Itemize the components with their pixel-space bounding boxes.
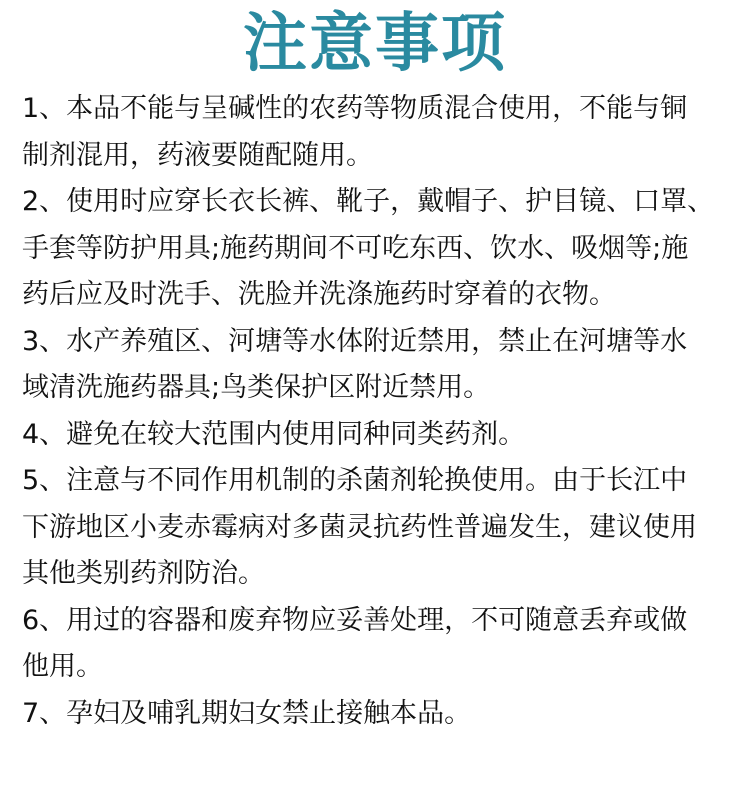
text-line: 4、避免在较大范围内使用同种同类药剂。	[22, 418, 526, 450]
text-line: 其他类别药剂防治。	[22, 558, 265, 589]
text-line: 药后应及时洗手、洗脸并洗涤施药时穿着的衣物。	[22, 279, 616, 310]
text-line: 他用。	[22, 651, 103, 682]
text-line: 2、使用时应穿长衣长裤、靴子，戴帽子、护目镜、口罩、	[22, 186, 715, 217]
text-line: 5、注意与不同作用机制的杀菌剂轮换使用。由于长江中	[22, 465, 688, 496]
text-line: 1、本品不能与呈碱性的农药等物质混合使用，不能与铜	[22, 93, 688, 124]
text-line: 制剂混用，药液要随配随用。	[22, 139, 373, 171]
text-line: 手套等防护用具;施药期间不可吃东西、饮水、吸烟等;施	[22, 232, 689, 264]
text-line: 3、水产养殖区、河塘等水体附近禁用，禁止在河塘等水	[22, 325, 688, 357]
text-line: 域清洗施药器具;鸟类保护区附近禁用。	[22, 372, 491, 403]
page-title: 注意事项	[243, 7, 507, 81]
text-line: 7、孕妇及哺乳期妇女禁止接触本品。	[22, 697, 472, 729]
text-line: 下游地区小麦赤霉病对多菌灵抗药性普遍发生，建议使用	[22, 511, 697, 543]
precautions-text	[22, 86, 746, 737]
text-line: 6、用过的容器和废弃物应妥善处理，不可随意丢弃或做	[22, 604, 688, 636]
